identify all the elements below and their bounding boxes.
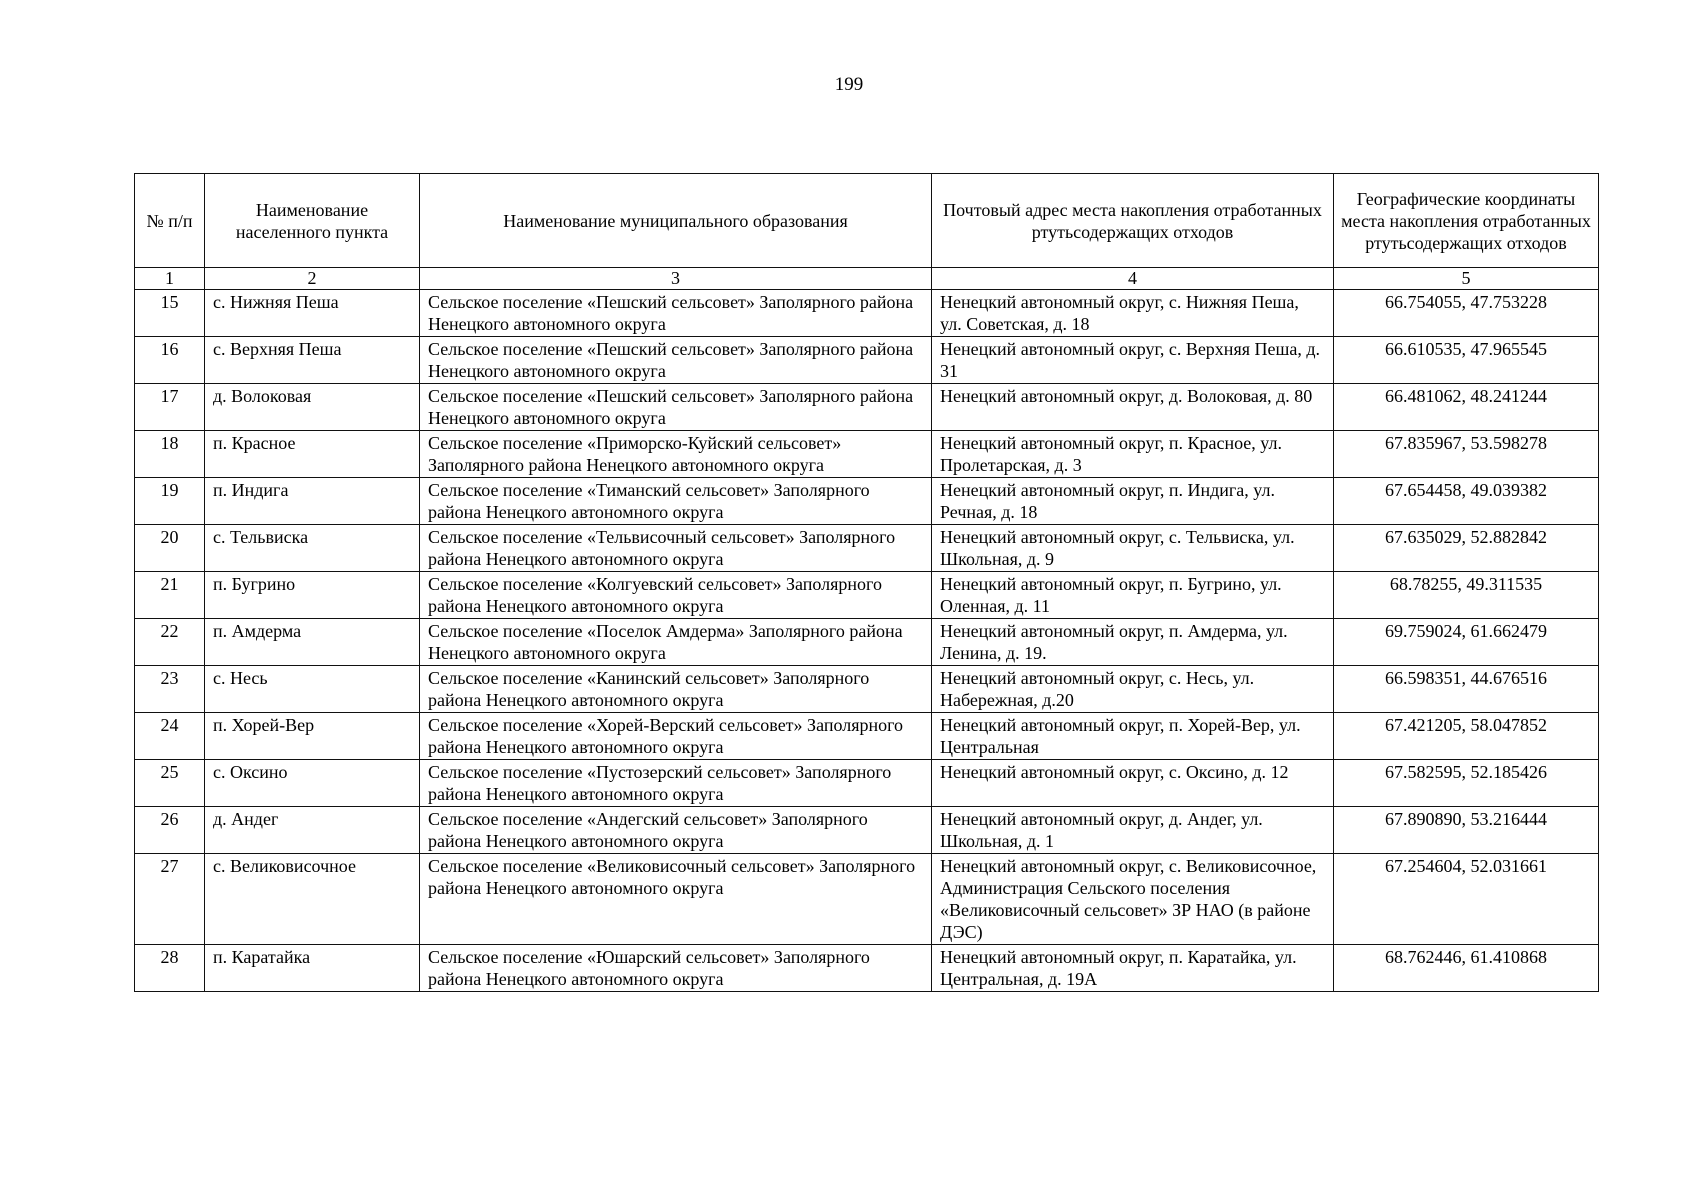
row-number: 16	[135, 337, 205, 384]
page-number: 199	[834, 74, 864, 95]
row-number: 23	[135, 666, 205, 713]
postal-address: Ненецкий автономный округ, п. Индига, ул. Речная, д. 18	[932, 478, 1334, 525]
table-row	[135, 854, 1599, 945]
municipality-name: Сельское поселение «Поселок Амдерма» Заполярного района Ненецкого автономного округа	[420, 619, 932, 666]
coordinates: 67.890890, 53.216444	[1334, 807, 1599, 854]
column-index: 3	[420, 268, 932, 290]
row-number: 25	[135, 760, 205, 807]
table-row	[135, 290, 1599, 337]
postal-address: Ненецкий автономный округ, с. Нижняя Пеша, ул. Советская, д. 18	[932, 290, 1334, 337]
column-index: 4	[932, 268, 1334, 290]
coordinates: 68.78255, 49.311535	[1334, 572, 1599, 619]
settlement-name: п. Каратайка	[205, 945, 420, 992]
coordinates: 66.754055, 47.753228	[1334, 290, 1599, 337]
table-row	[135, 666, 1599, 713]
municipality-name: Сельское поселение «Хорей-Верский сельсовет» Заполярного района Ненецкого автономного округа	[420, 713, 932, 760]
table-row	[135, 384, 1599, 431]
postal-address: Ненецкий автономный округ, п. Каратайка, ул. Центральная, д. 19А	[932, 945, 1334, 992]
postal-address: Ненецкий автономный округ, с. Оксино, д. 12	[932, 760, 1334, 807]
settlement-name: с. Несь	[205, 666, 420, 713]
header-municipality: Наименование муниципального образования	[420, 174, 932, 268]
municipality-name: Сельское поселение «Пешский сельсовет» Заполярного района Ненецкого автономного округа	[420, 337, 932, 384]
municipality-name: Сельское поселение «Пустозерский сельсовет» Заполярного района Ненецкого автономного округа	[420, 760, 932, 807]
table-row	[135, 525, 1599, 572]
table-row	[135, 807, 1599, 854]
coordinates: 67.635029, 52.882842	[1334, 525, 1599, 572]
settlement-name: п. Индига	[205, 478, 420, 525]
postal-address: Ненецкий автономный округ, п. Бугрино, ул. Оленная, д. 11	[932, 572, 1334, 619]
settlement-name: с. Великовисочное	[205, 854, 420, 945]
row-number: 27	[135, 854, 205, 945]
municipality-name: Сельское поселение «Приморско-Куйский сельсовет» Заполярного района Ненецкого автономного округа	[420, 431, 932, 478]
row-number: 22	[135, 619, 205, 666]
table-row	[135, 337, 1599, 384]
coordinates: 66.598351, 44.676516	[1334, 666, 1599, 713]
coordinates: 67.582595, 52.185426	[1334, 760, 1599, 807]
postal-address: Ненецкий автономный округ, д. Волоковая, д. 80	[932, 384, 1334, 431]
row-number: 24	[135, 713, 205, 760]
municipality-name: Сельское поселение «Тиманский сельсовет» Заполярного района Ненецкого автономного округа	[420, 478, 932, 525]
settlement-name: п. Хорей-Вер	[205, 713, 420, 760]
row-number: 21	[135, 572, 205, 619]
settlement-name: д. Волоковая	[205, 384, 420, 431]
coordinates: 66.610535, 47.965545	[1334, 337, 1599, 384]
waste-collection-sites-table	[134, 173, 1599, 992]
coordinates: 67.654458, 49.039382	[1334, 478, 1599, 525]
header-number: № п/п	[135, 174, 205, 268]
header-coordinates: Географические координаты места накопления отработанных ртутьсодержащих отходов	[1334, 174, 1599, 268]
coordinates: 67.254604, 52.031661	[1334, 854, 1599, 945]
postal-address: Ненецкий автономный округ, с. Тельвиска, ул. Школьная, д. 9	[932, 525, 1334, 572]
table-row	[135, 478, 1599, 525]
table-row	[135, 431, 1599, 478]
municipality-name: Сельское поселение «Колгуевский сельсовет» Заполярного района Ненецкого автономного округа	[420, 572, 932, 619]
coordinates: 68.762446, 61.410868	[1334, 945, 1599, 992]
postal-address: Ненецкий автономный округ, с. Несь, ул. Набережная, д.20	[932, 666, 1334, 713]
row-number: 20	[135, 525, 205, 572]
table-row	[135, 713, 1599, 760]
municipality-name: Сельское поселение «Великовисочный сельсовет» Заполярного района Ненецкого автономного округа	[420, 854, 932, 945]
municipality-name: Сельское поселение «Андегский сельсовет» Заполярного района Ненецкого автономного округа	[420, 807, 932, 854]
table-row	[135, 572, 1599, 619]
header-address: Почтовый адрес места накопления отработанных ртутьсодержащих отходов	[932, 174, 1334, 268]
postal-address: Ненецкий автономный округ, с. Великовисочное, Администрация Сельского поселения «Великовисочный сельсовет» ЗР НАО (в районе ДЭС)	[932, 854, 1334, 945]
municipality-name: Сельское поселение «Пешский сельсовет» Заполярного района Ненецкого автономного округа	[420, 290, 932, 337]
coordinates: 67.421205, 58.047852	[1334, 713, 1599, 760]
municipality-name: Сельское поселение «Юшарский сельсовет» Заполярного района Ненецкого автономного округа	[420, 945, 932, 992]
settlement-name: п. Красное	[205, 431, 420, 478]
settlement-name: с. Тельвиска	[205, 525, 420, 572]
column-index-row	[135, 268, 1599, 290]
coordinates: 67.835967, 53.598278	[1334, 431, 1599, 478]
row-number: 17	[135, 384, 205, 431]
coordinates: 69.759024, 61.662479	[1334, 619, 1599, 666]
row-number: 26	[135, 807, 205, 854]
table-row	[135, 760, 1599, 807]
postal-address: Ненецкий автономный округ, п. Амдерма, ул. Ленина, д. 19.	[932, 619, 1334, 666]
settlement-name: п. Бугрино	[205, 572, 420, 619]
row-number: 15	[135, 290, 205, 337]
settlement-name: п. Амдерма	[205, 619, 420, 666]
header-settlement: Наименование населенного пункта	[205, 174, 420, 268]
postal-address: Ненецкий автономный округ, с. Верхняя Пеша, д. 31	[932, 337, 1334, 384]
column-index: 5	[1334, 268, 1599, 290]
municipality-name: Сельское поселение «Пешский сельсовет» Заполярного района Ненецкого автономного округа	[420, 384, 932, 431]
row-number: 28	[135, 945, 205, 992]
municipality-name: Сельское поселение «Тельвисочный сельсовет» Заполярного района Ненецкого автономного округа	[420, 525, 932, 572]
postal-address: Ненецкий автономный округ, п. Красное, ул. Пролетарская, д. 3	[932, 431, 1334, 478]
settlement-name: с. Нижняя Пеша	[205, 290, 420, 337]
settlement-name: с. Оксино	[205, 760, 420, 807]
row-number: 19	[135, 478, 205, 525]
settlement-name: с. Верхняя Пеша	[205, 337, 420, 384]
column-index: 2	[205, 268, 420, 290]
row-number: 18	[135, 431, 205, 478]
table-row	[135, 619, 1599, 666]
header-row	[135, 174, 1599, 268]
settlement-name: д. Андег	[205, 807, 420, 854]
postal-address: Ненецкий автономный округ, п. Хорей-Вер, ул. Центральная	[932, 713, 1334, 760]
postal-address: Ненецкий автономный округ, д. Андег, ул. Школьная, д. 1	[932, 807, 1334, 854]
municipality-name: Сельское поселение «Канинский сельсовет» Заполярного района Ненецкого автономного округа	[420, 666, 932, 713]
coordinates: 66.481062, 48.241244	[1334, 384, 1599, 431]
column-index: 1	[135, 268, 205, 290]
table-row	[135, 945, 1599, 992]
